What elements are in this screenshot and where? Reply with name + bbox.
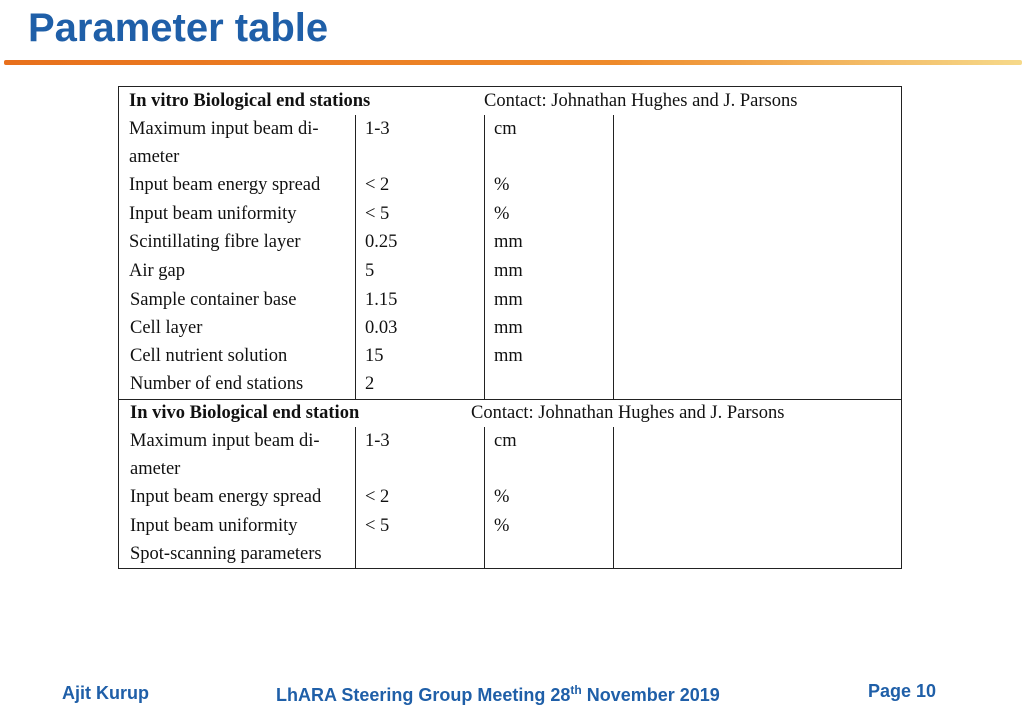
column-divider-3 — [613, 115, 614, 399]
footer-meeting — [276, 683, 720, 706]
table-row-value: < 2 — [365, 487, 390, 507]
table-row-value: 15 — [365, 346, 384, 366]
table-row-unit: mm — [494, 261, 523, 281]
table-row-value: < 5 — [365, 204, 390, 224]
table-row-param: Input beam uniformity — [130, 516, 298, 536]
table-row-value: 0.25 — [365, 232, 398, 252]
footer-author: Ajit Kurup — [62, 683, 149, 703]
table-row-param: Cell layer — [130, 318, 203, 338]
table-row-value: 1-3 — [365, 431, 390, 451]
column-divider-1-lower — [355, 427, 356, 569]
page-number: Page 10 — [868, 681, 937, 701]
table-row-unit: cm — [494, 119, 517, 139]
table-row-param: ameter — [129, 147, 180, 167]
table-row-param: Cell nutrient solution — [130, 346, 288, 366]
table-row-unit: mm — [494, 290, 523, 310]
footer-meeting-prefix: LhARA Steering Group Meeting 28 — [276, 685, 571, 705]
table-row-unit: % — [494, 487, 510, 507]
table-row-param: Input beam energy spread — [130, 487, 322, 507]
column-divider-2 — [484, 115, 485, 399]
table-row-value: 1-3 — [365, 119, 390, 139]
footer-meeting-suffix: November 2019 — [581, 685, 720, 705]
footer-meeting-sup: th — [570, 683, 582, 697]
table-row-unit: mm — [494, 232, 523, 252]
section-heading: In vitro Biological end stations — [129, 91, 371, 111]
table-row-unit: % — [494, 516, 510, 536]
table-row-unit: % — [494, 204, 510, 224]
table-row-param: Input beam uniformity — [129, 204, 297, 224]
section-heading: In vivo Biological end station — [130, 403, 360, 423]
section-contact: Contact: Johnathan Hughes and J. Parsons — [484, 91, 798, 111]
table-row-value: < 2 — [365, 175, 390, 195]
table-row-value: 1.15 — [365, 290, 398, 310]
table-row-unit: mm — [494, 346, 523, 366]
table-row-value: 2 — [365, 374, 375, 394]
parameter-table — [118, 86, 902, 569]
table-row-param: Maximum input beam di- — [130, 431, 320, 451]
slide-title: Parameter table — [28, 6, 329, 50]
table-row-value: 5 — [365, 261, 375, 281]
table-row-param: Maximum input beam di- — [129, 119, 319, 139]
section-contact: Contact: Johnathan Hughes and J. Parsons — [471, 403, 785, 423]
table-row-unit: % — [494, 175, 510, 195]
table-row-param: Spot-scanning parameters — [130, 544, 322, 564]
table-row-param: Scintillating fibre layer — [129, 232, 301, 252]
table-row-param: Air gap — [129, 261, 185, 281]
title-underline — [4, 60, 1022, 65]
column-divider-3-lower — [613, 427, 614, 569]
table-row-value: < 5 — [365, 516, 390, 536]
table-row-param: Number of end stations — [130, 374, 304, 394]
table-row-unit: cm — [494, 431, 517, 451]
table-row-value: 0.03 — [365, 318, 398, 338]
table-row-param: Input beam energy spread — [129, 175, 321, 195]
column-divider-1 — [355, 115, 356, 399]
table-row-param: ameter — [130, 459, 181, 479]
table-row-param: Sample container base — [130, 290, 297, 310]
table-row-unit: mm — [494, 318, 523, 338]
column-divider-2-lower — [484, 427, 485, 569]
